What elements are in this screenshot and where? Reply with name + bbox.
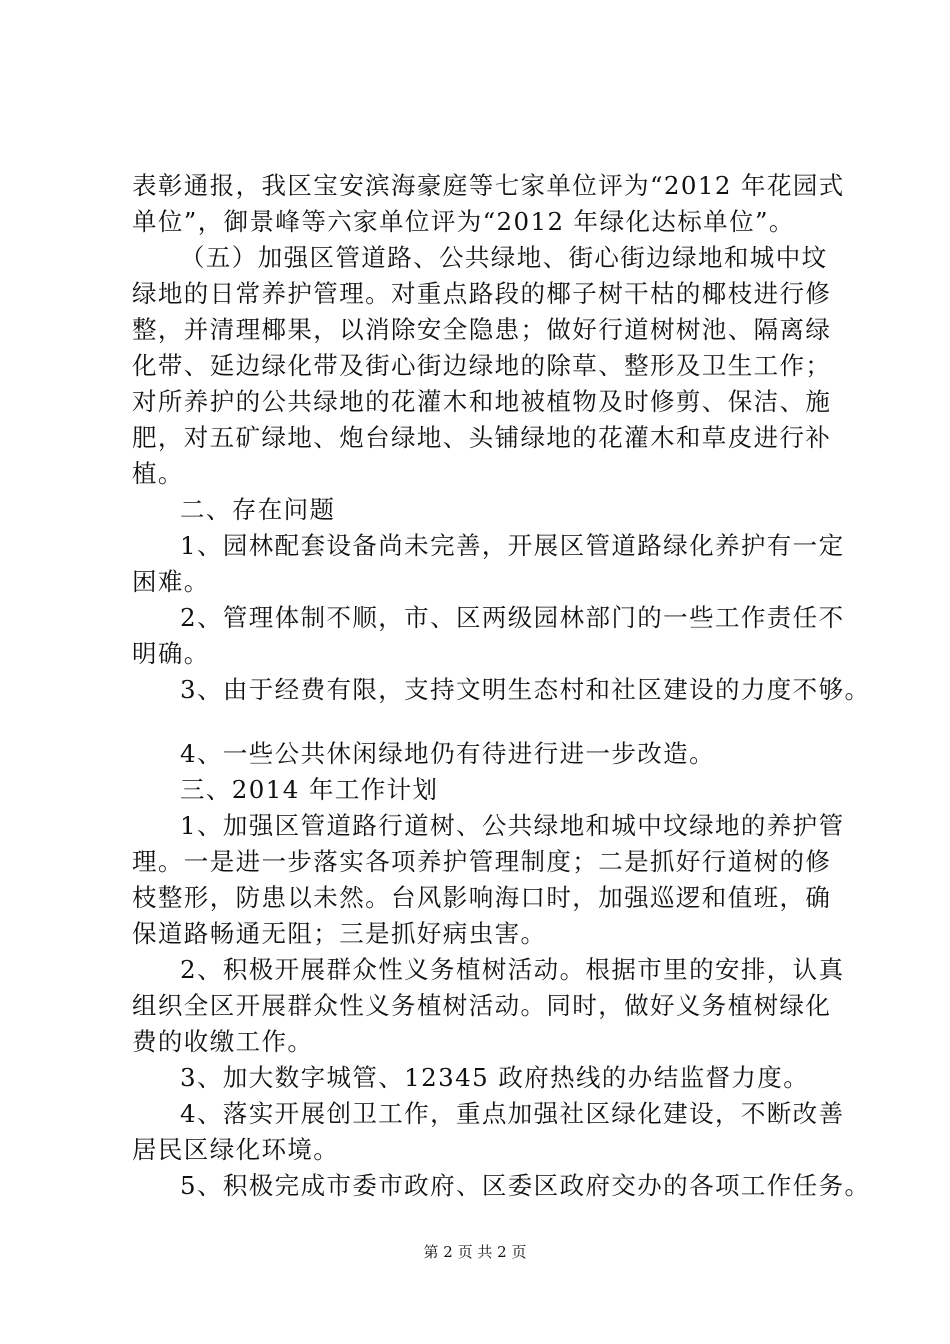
text-line: 明确。 (132, 639, 210, 668)
text-line: 5、积极完成市委市政府、区委区政府交办的各项工作任务。 (180, 1171, 871, 1200)
text-line: （五）加强区管道路、公共绿地、街心街边绿地和城中坟 (180, 243, 828, 272)
text-line: 肥，对五矿绿地、炮台绿地、头铺绿地的花灌木和草皮进行补 (132, 423, 832, 452)
text-line: 对所养护的公共绿地的花灌木和地被植物及时修剪、保洁、施 (132, 387, 832, 416)
text-line: 4、一些公共休闲绿地仍有待进行进一步改造。 (180, 739, 715, 768)
text-line: 保道路畅通无阻；三是抓好病虫害。 (132, 919, 547, 948)
text-line: 单位”，御景峰等六家单位评为“2012 年绿化达标单位”。 (132, 207, 795, 236)
text-line: 植。 (132, 459, 184, 488)
text-line: 3、加大数字城管、12345 政府热线的办结监督力度。 (180, 1063, 810, 1092)
section-heading: 二、存在问题 (180, 495, 336, 524)
section-heading: 三、2014 年工作计划 (180, 775, 439, 804)
text-line: 困难。 (132, 567, 210, 596)
text-line: 3、由于经费有限，支持文明生态村和社区建设的力度不够。 (180, 675, 871, 704)
text-line: 整，并清理椰果，以消除安全隐患；做好行道树树池、隔离绿 (132, 315, 832, 344)
text-line: 4、落实开展创卫工作，重点加强社区绿化建设，不断改善 (180, 1099, 845, 1128)
text-line: 2、管理体制不顺，市、区两级园林部门的一些工作责任不 (180, 603, 845, 632)
text-line: 居民区绿化环境。 (132, 1135, 340, 1164)
text-line: 绿地的日常养护管理。对重点路段的椰子树干枯的椰枝进行修 (132, 279, 832, 308)
text-line: 组织全区开展群众性义务植树活动。同时，做好义务植树绿化 (132, 991, 832, 1020)
text-line: 化带、延边绿化带及街心街边绿地的除草、整形及卫生工作； (132, 351, 832, 380)
text-line: 枝整形，防患以未然。台风影响海口时，加强巡逻和值班，确 (132, 883, 832, 912)
text-line: 费的收缴工作。 (132, 1027, 314, 1056)
text-line: 1、园林配套设备尚未完善，开展区管道路绿化养护有一定 (180, 531, 845, 560)
text-line: 2、积极开展群众性义务植树活动。根据市里的安排，认真 (180, 955, 845, 984)
text-line: 表彰通报，我区宝安滨海豪庭等七家单位评为“2012 年花园式 (132, 171, 845, 200)
page-number-footer: 第 2 页 共 2 页 (423, 1243, 527, 1261)
text-line: 1、加强区管道路行道树、公共绿地和城中坟绿地的养护管 (180, 811, 845, 840)
text-line: 理。一是进一步落实各项养护管理制度；二是抓好行道树的修 (132, 847, 832, 876)
